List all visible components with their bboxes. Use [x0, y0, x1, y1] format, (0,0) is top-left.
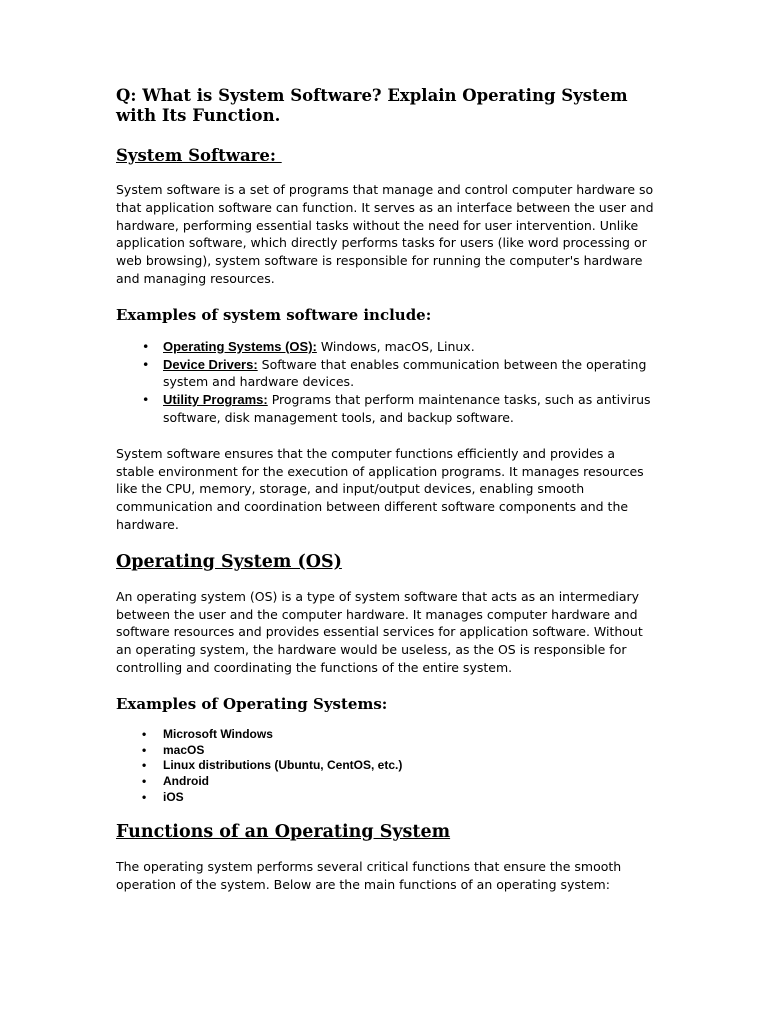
bullet-icon: •	[142, 789, 147, 804]
list-item	[116, 727, 656, 743]
os-example: Microsoft Windows	[163, 726, 273, 741]
system-software-closing: System software ensures that the computer functions efficiently and provides a stable environment for the execution of application programs. It manages resources like the CPU, memory, storage, and input/output devices, enabling smooth communication and coordination between different software components and the hardware.	[116, 445, 644, 532]
example-term: Utility Programs:	[163, 392, 268, 408]
os-example: macOS	[163, 742, 205, 757]
os-examples-list	[116, 727, 656, 806]
bullet-icon: •	[142, 338, 150, 354]
os-example: Linux distributions (Ubuntu, CentOS, etc.)	[163, 758, 403, 773]
example-desc: Programs that perform maintenance tasks, such as antivirus software, disk management tools, and backup software.	[163, 392, 651, 425]
bullet-icon: •	[142, 392, 150, 408]
list-item	[116, 338, 656, 356]
bullet-icon: •	[142, 742, 147, 757]
bullet-icon: •	[142, 356, 150, 372]
example-desc: Software that enables communication between the operating system and hardware devices.	[163, 356, 647, 390]
list-item	[116, 790, 656, 806]
functions-heading: Functions of an Operating System	[116, 821, 451, 842]
bullet-icon: •	[142, 726, 147, 741]
list-item	[116, 356, 656, 392]
document-page	[116, 86, 656, 893]
os-example: iOS	[163, 789, 184, 804]
os-examples-heading: Examples of Operating Systems:	[116, 694, 388, 713]
system-software-intro: System software is a set of programs that manage and control computer hardware so that application software can function. It serves as an interface between the user and hardware, performing essential tasks without the need for user intervention. Unlike application software, which directly performs tasks for users (like word processing or web browsing), system software is responsible for running the computer's hardware and managing resources.	[116, 182, 654, 286]
os-example: Android	[163, 774, 209, 789]
list-item	[116, 758, 656, 774]
list-item	[116, 774, 656, 790]
functions-intro: The operating system performs several critical functions that ensure the smooth operation of the system. Below are the main functions of an operating system:	[116, 858, 622, 892]
operating-system-intro: An operating system (OS) is a type of system software that acts as an intermediary between the user and the computer hardware. It manages computer hardware and software resources and provides essential services for application software. Without an operating system, the hardware would be useless, as the OS is responsible for controlling and coordinating the functions of the entire system.	[116, 588, 643, 675]
bullet-icon: •	[142, 774, 147, 789]
bullet-icon: •	[142, 758, 147, 773]
example-desc: Windows, macOS, Linux.	[316, 338, 475, 354]
question-title: Q: What is System Software? Explain Operating System with Its Function.	[116, 86, 628, 125]
list-item	[116, 391, 656, 427]
example-term: Operating Systems (OS):	[163, 338, 317, 354]
system-software-examples-heading: Examples of system software include:	[116, 305, 432, 324]
operating-system-heading: Operating System (OS)	[116, 551, 342, 572]
system-software-examples-list	[116, 338, 656, 427]
list-item	[116, 743, 656, 759]
example-term: Device Drivers:	[163, 356, 258, 372]
system-software-heading: System Software:	[116, 146, 282, 165]
